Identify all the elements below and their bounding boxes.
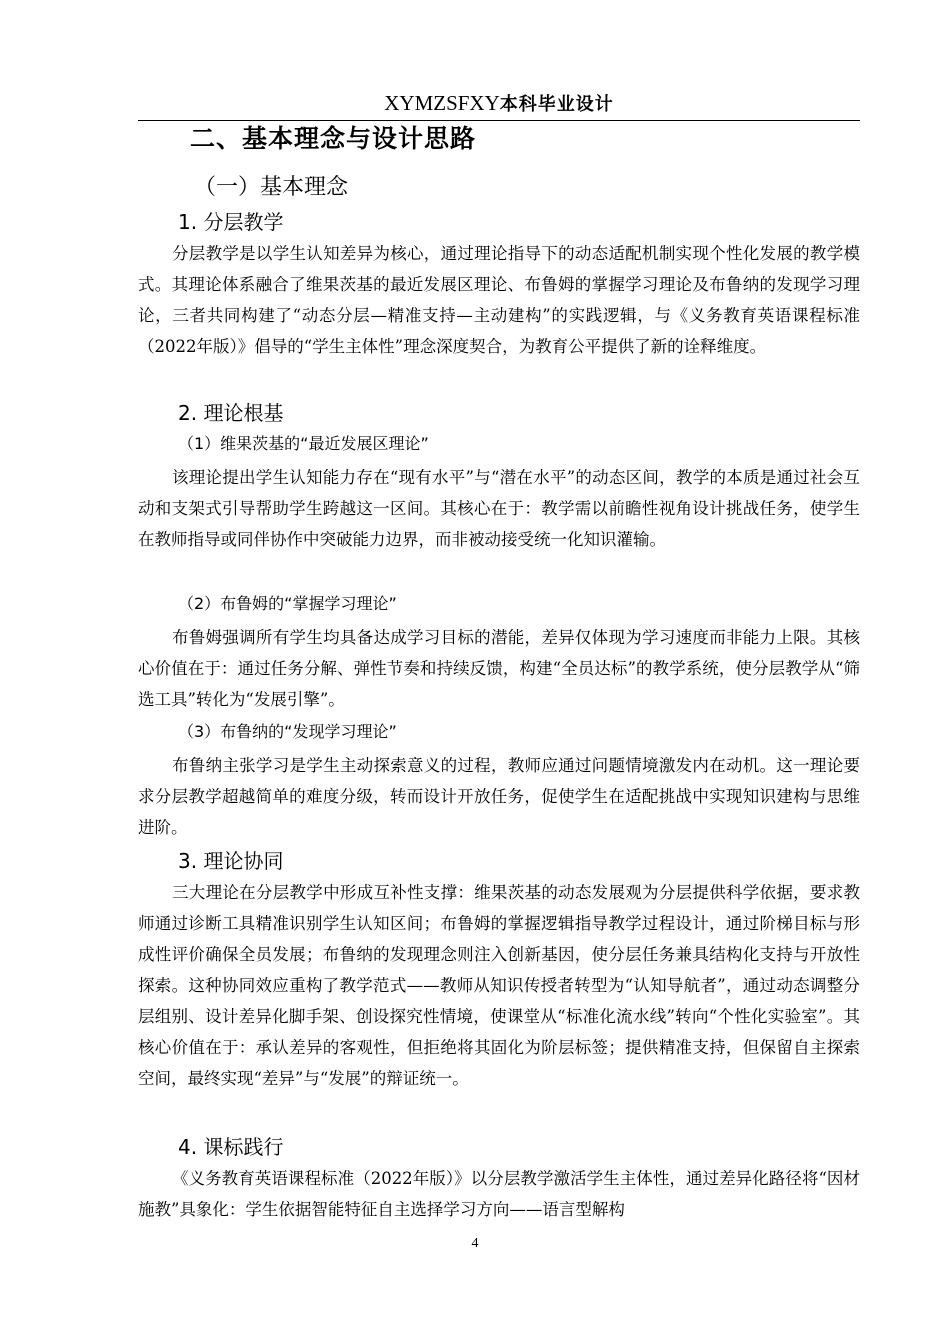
item-heading-2: 2. 理论根基 [178,401,284,425]
paragraph-synergy: 三大理论在分层教学中形成互补性支撑：维果茨基的动态发展观为分层提供科学依据，要求教师通过诊断工具精准识别学生认知区间；布鲁姆的掌握逻辑指导教学过程设计，通过阶梯目标与形成性评价确保全员发展；布鲁纳的发现理念则注入创新基因，使分层任务兼具结构化支持与开放性探索。这种协同效应重构了教学范式——教师从知识传授者转型为“认知导航者”，通过动态调整分层组别、设计差异化脚手架、创设探究性情境，使课堂从“标准化流水线”转向“个性化实验室”。其核心价值在于：承认差异的客观性，但拒绝将其固化为阶层标签；提供精准支持，但保留自主探索空间，最终实现“差异”与“发展”的辩证统一。 [138,883,860,1088]
theory-heading-vygotsky: （1）维果茨基的“最近发展区理论” [178,434,429,453]
header-title: 本科毕业设计 [499,94,614,115]
paragraph-bloom: 布鲁姆强调所有学生均具备达成学习目标的潜能，差异仅体现为学习速度而非能力上限。其核心价值在于：通过任务分解、弹性节奏和持续反馈，构建“全员达标”的教学系统，使分层教学从“筛选工具”转化为“发展引擎”。 [138,628,860,709]
paragraph-layered-teaching: 分层教学是以学生认知差异为核心，通过理论指导下的动态适配机制实现个性化发展的教学模式。其理论体系融合了维果茨基的最近发展区理论、布鲁姆的掌握学习理论及布鲁纳的发现学习理论，三者共同构建了“动态分层—精准支持—主动建构”的实践逻辑，与《义务教育英语课程标准（2022年版）》倡导的“学生主体性”理念深度契合，为教育公平提供了新的诠释维度。 [138,244,860,356]
item-heading-1: 1. 分层教学 [178,210,284,234]
item-heading-3: 3. 理论协同 [178,849,284,873]
paragraph-curriculum: 《义务教育英语课程标准（2022年版）》以分层教学激活学生主体性，通过差异化路径将“因材施教”具象化：学生依据智能特征自主选择学习方向——语言型解构 [138,1169,860,1219]
section-heading: 二、基本理念与设计思路 [190,124,477,153]
paragraph-bruner: 布鲁纳主张学习是学生主动探索意义的过程，教师应通过问题情境激发内在动机。这一理论要求分层教学超越简单的难度分级，转而设计开放任务，促使学生在适配挑战中实现知识建构与思维进阶。 [138,756,860,837]
paragraph-vygotsky: 该理论提出学生认知能力存在“现有水平”与“潜在水平”的动态区间，教学的本质是通过社会互动和支架式引导帮助学生跨越这一区间。其核心在于：教学需以前瞻性视角设计挑战任务，使学生在教师指导或同伴协作中突破能力边界，而非被动接受统一化知识灌输。 [138,468,860,549]
running-header [138,88,860,120]
theory-heading-bruner: （3）布鲁纳的“发现学习理论” [178,722,397,741]
item-heading-4: 4. 课标践行 [178,1135,284,1159]
page-number: 4 [471,1236,479,1251]
header-code: XYMZSFXY [384,91,500,115]
subsection-heading: （一）基本理念 [194,175,349,200]
theory-heading-bloom: （2）布鲁姆的“掌握学习理论” [178,594,397,613]
